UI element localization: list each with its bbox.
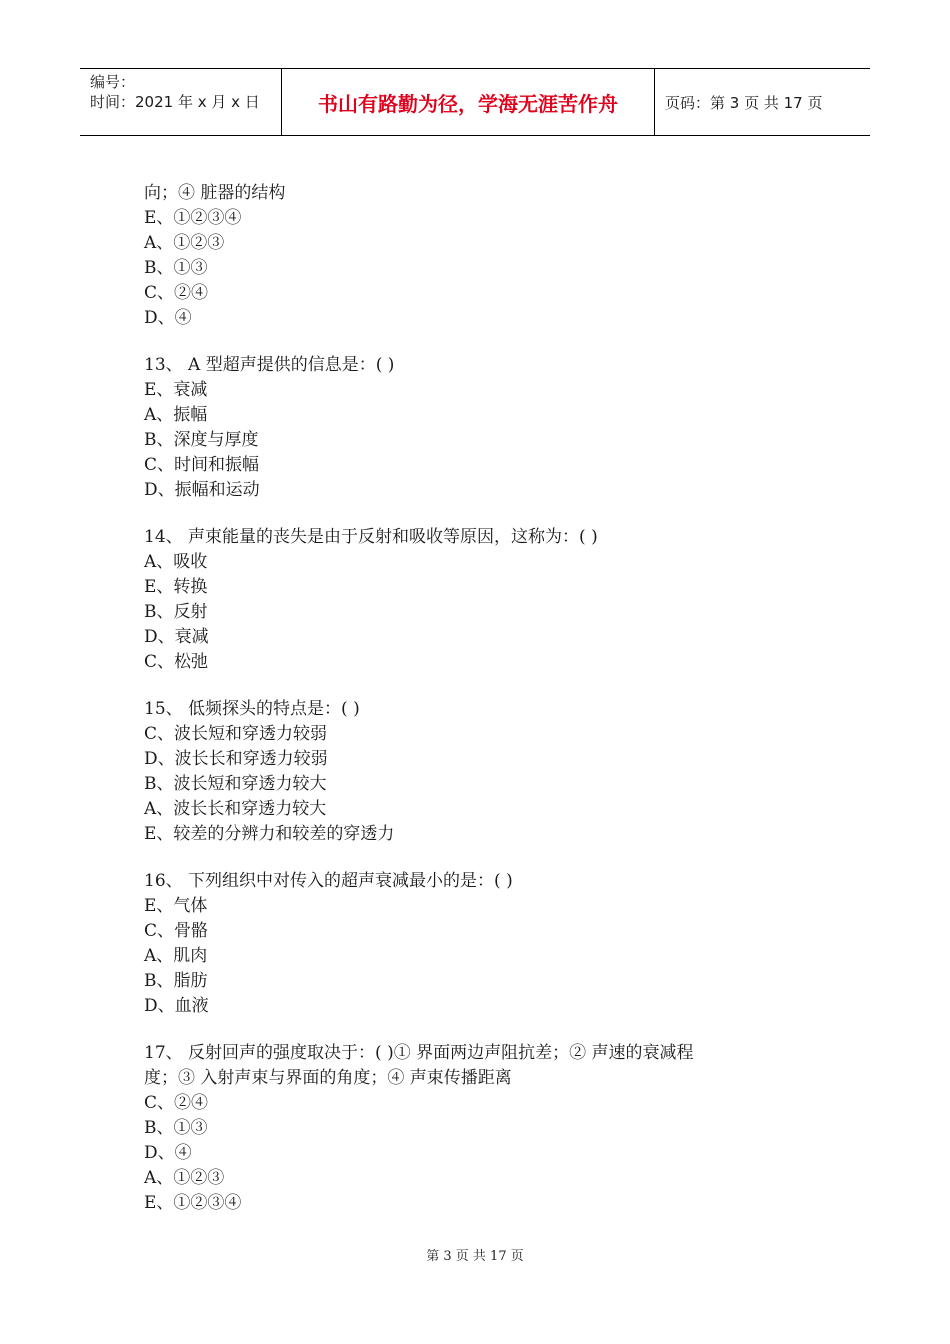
question-block xyxy=(144,181,794,331)
text-line: E、①②③④ xyxy=(144,208,242,228)
text-line: A、吸收 xyxy=(144,552,208,572)
page-footer: 第 3 页 共 17 页 xyxy=(426,1249,524,1264)
text-line: C、②④ xyxy=(144,283,209,303)
block-gap xyxy=(144,847,794,869)
text-line: 度；③ 入射声束与界面的角度；④ 声束传播距离 xyxy=(144,1068,512,1088)
text-line: C、波长短和穿透力较弱 xyxy=(144,724,328,744)
text-line: B、反射 xyxy=(144,602,208,622)
question-block xyxy=(144,697,794,847)
text-line: D、振幅和运动 xyxy=(144,480,260,500)
date-label: 时间：2021 年 x 月 x 日 xyxy=(90,93,260,111)
text-line: D、血液 xyxy=(144,996,209,1016)
question-block xyxy=(144,525,794,675)
text-line: D、④ xyxy=(144,308,192,328)
text-line: D、波长长和穿透力较弱 xyxy=(144,749,328,769)
text-line: E、较差的分辨力和较差的穿透力 xyxy=(144,824,395,844)
text-line: 16、 下列组织中对传入的超声衰减最小的是：( ) xyxy=(144,871,513,891)
question-content xyxy=(144,181,794,1216)
header-page-info: 页码：第 3 页 共 17 页 xyxy=(665,93,823,112)
text-line: B、①③ xyxy=(144,1118,208,1138)
serial-number-label: 编号： xyxy=(90,73,136,91)
text-line: B、深度与厚度 xyxy=(144,430,259,450)
text-line: B、脂肪 xyxy=(144,971,208,991)
text-line: C、松弛 xyxy=(144,652,209,672)
question-block xyxy=(144,353,794,503)
text-line: D、衰减 xyxy=(144,627,209,647)
text-line: 13、 A 型超声提供的信息是：( ) xyxy=(144,355,395,375)
text-line: 向；④ 脏器的结构 xyxy=(144,183,286,203)
text-line: A、①②③ xyxy=(144,1168,225,1188)
question-block xyxy=(144,1041,794,1216)
text-line: B、波长短和穿透力较大 xyxy=(144,774,327,794)
text-line: A、波长长和穿透力较大 xyxy=(144,799,327,819)
text-line: C、时间和振幅 xyxy=(144,455,260,475)
header-motto: 书山有路勤为径，学海无涯苦作舟 xyxy=(282,69,655,135)
text-line: E、转换 xyxy=(144,577,208,597)
question-block xyxy=(144,869,794,1019)
text-line: A、振幅 xyxy=(144,405,208,425)
text-line: 15、 低频探头的特点是：( ) xyxy=(144,699,360,719)
block-gap xyxy=(144,331,794,353)
block-gap xyxy=(144,503,794,525)
text-line: C、②④ xyxy=(144,1093,209,1113)
text-line: C、骨骼 xyxy=(144,921,209,941)
text-line: 14、 声束能量的丧失是由于反射和吸收等原因，这称为：( ) xyxy=(144,527,598,547)
text-line: A、①②③ xyxy=(144,233,225,253)
text-line: A、肌肉 xyxy=(144,946,208,966)
text-line: E、气体 xyxy=(144,896,208,916)
text-line: E、衰减 xyxy=(144,380,208,400)
text-line: B、①③ xyxy=(144,258,208,278)
text-line: E、①②③④ xyxy=(144,1193,242,1213)
block-gap xyxy=(144,1019,794,1041)
header-meta xyxy=(80,69,282,135)
text-line: 17、 反射回声的强度取决于：( )① 界面两边声阻抗差；② 声速的衰减程 xyxy=(144,1043,694,1063)
text-line: D、④ xyxy=(144,1143,192,1163)
block-gap xyxy=(144,675,794,697)
page-header xyxy=(80,68,870,136)
